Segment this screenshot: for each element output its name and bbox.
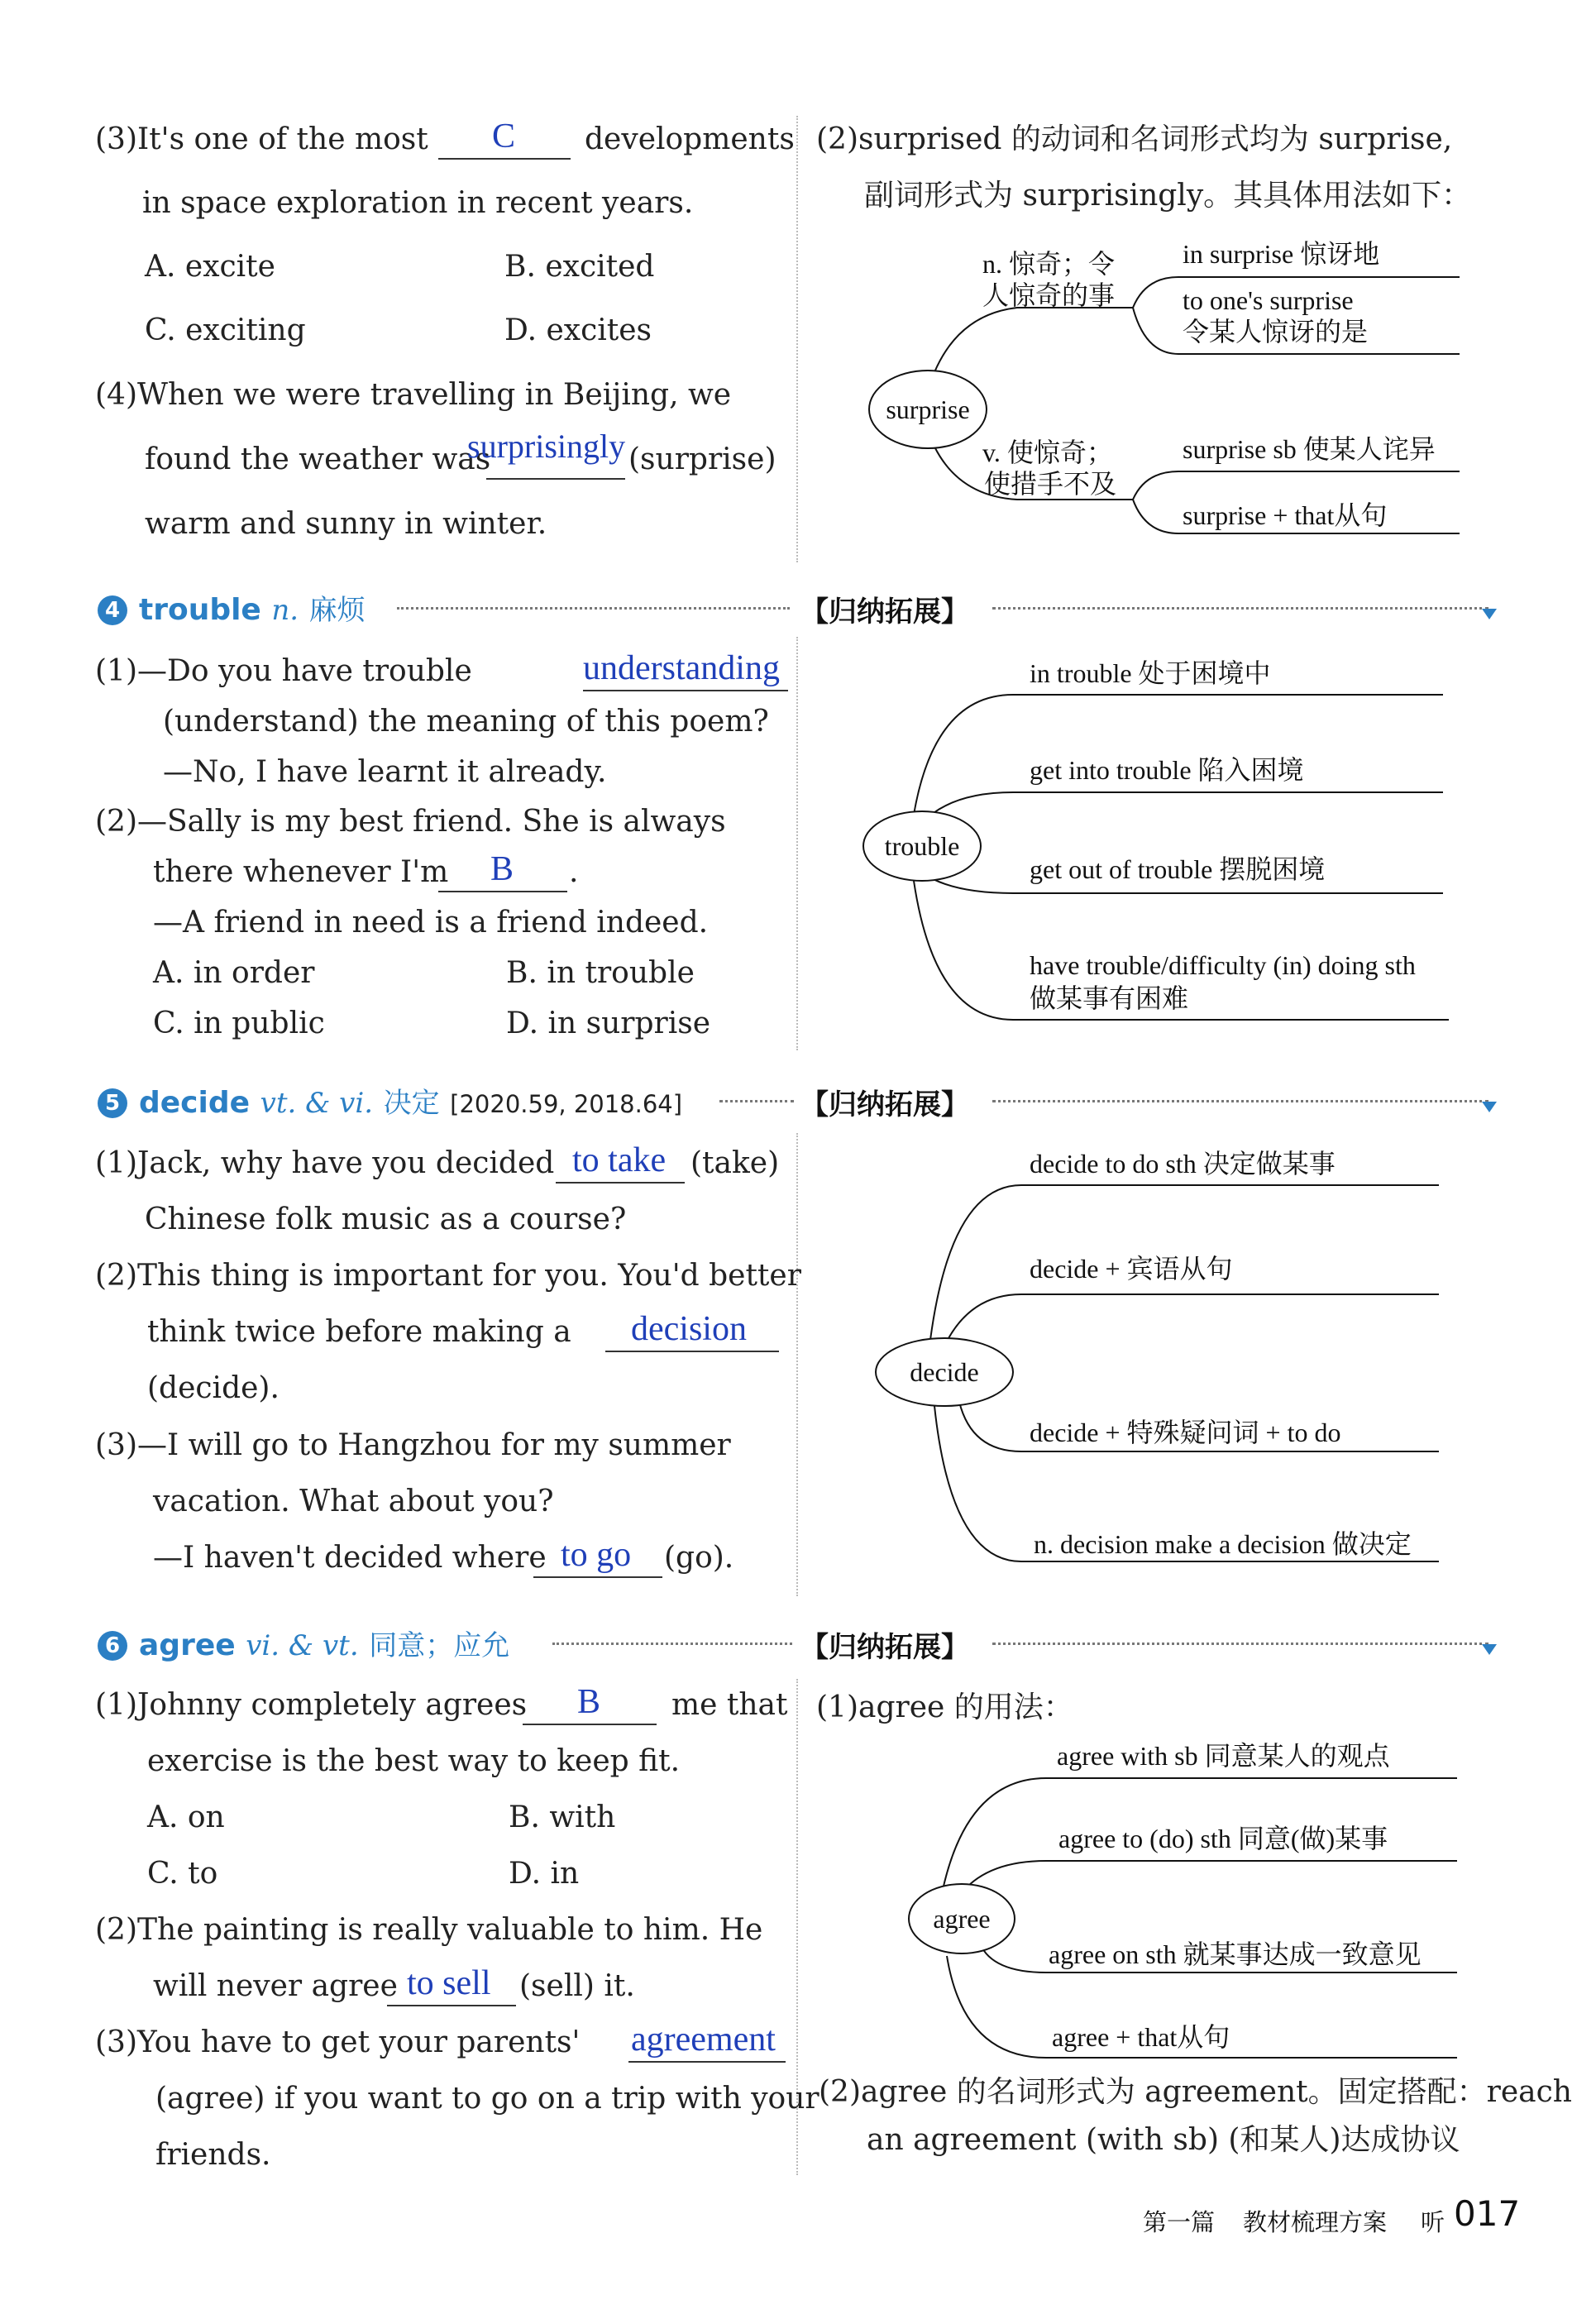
question-4-text: (4)When we were travelling in Beijing, we	[95, 378, 732, 412]
guina-tuozhan-label: 【归纳拓展】	[800, 1088, 969, 1121]
footer-part: 第一篇	[1143, 2208, 1216, 2236]
option-b[interactable]: B. excited	[504, 250, 655, 284]
question-1-text: (take)	[690, 1146, 780, 1180]
question-3-text: vacation. What about you?	[153, 1485, 554, 1518]
question-3-text: (go).	[664, 1541, 734, 1575]
mindmap-branch: 做某事有困难	[1030, 983, 1189, 1013]
mindmap-branch: have trouble/difficulty (in) doing sth	[1030, 950, 1416, 980]
mindmap-branch: to one's surprise	[1183, 285, 1354, 315]
meaning: 麻烦	[308, 594, 366, 627]
answer-text: B	[577, 1683, 601, 1721]
question-3-text: (3)—I will go to Hangzhou for my summer	[95, 1428, 731, 1462]
mindmap-label: 使措手不及	[984, 469, 1117, 499]
exam-reference: [2020.59, 2018.64]	[450, 1090, 683, 1118]
question-2-text: —A friend in need is a friend indeed.	[153, 906, 709, 940]
answer-text: to take	[572, 1141, 667, 1179]
mindmap-branch: surprise + that从句	[1183, 500, 1388, 530]
mindmap-center-agree: agree	[908, 1883, 1015, 1954]
question-3-text: —I haven't decided where	[153, 1541, 547, 1575]
mindmap-center-decide: decide	[875, 1337, 1014, 1407]
question-3-text: (3)It's one of the most	[95, 122, 428, 156]
mindmap-branch: get out of trouble 摆脱困境	[1030, 854, 1326, 884]
question-1-text: (1)Jack, why have you decided	[95, 1146, 555, 1180]
question-2-text: there whenever I'm	[153, 855, 449, 889]
option-d[interactable]: D. in	[509, 1857, 580, 1891]
mindmap-branch: agree with sb 同意某人的观点	[1057, 1741, 1390, 1771]
footer-listen: 听	[1421, 2208, 1445, 2236]
option-a[interactable]: A. in order	[153, 956, 315, 990]
answer-text: B	[490, 850, 514, 888]
mindmap-branch: surprise sb 使某人诧异	[1183, 434, 1436, 464]
mindmap-center-trouble: trouble	[863, 811, 982, 882]
mindmap-branch: agree on sth 就某事达成一致意见	[1049, 1939, 1422, 1969]
section-number: 4	[98, 595, 127, 625]
meaning: 同意；应允	[369, 1629, 510, 1662]
question-1-text: (understand) the meaning of this poem?	[163, 705, 769, 739]
mindmap-label: 人惊奇的事	[982, 280, 1116, 310]
question-3-text: developments	[585, 122, 795, 156]
mindmap-branch: 令某人惊讶的是	[1183, 317, 1369, 347]
part-of-speech: vi. & vt.	[246, 1629, 359, 1662]
mindmap-label: v. 使惊奇；	[982, 438, 1113, 467]
question-1-text: Chinese folk music as a course?	[145, 1203, 627, 1236]
mindmap-branch: decide + 宾语从句	[1030, 1254, 1233, 1284]
option-c[interactable]: C. exciting	[145, 313, 306, 347]
part-of-speech: vt. & vi.	[260, 1087, 374, 1120]
question-2-text: will never agree	[153, 1969, 398, 2003]
option-a[interactable]: A. excite	[145, 250, 275, 284]
mindmap-center-surprise: surprise	[868, 370, 987, 449]
mindmap-branch: in trouble 处于困境中	[1030, 658, 1271, 688]
option-c[interactable]: C. in public	[153, 1007, 325, 1040]
option-d[interactable]: D. excites	[504, 313, 652, 347]
note-text: an agreement (with sb) (和某人)达成协议	[867, 2123, 1460, 2157]
note-text: (1)agree 的用法：	[816, 1690, 1073, 1724]
mindmap-label: n. 惊奇；令	[982, 249, 1116, 279]
note-text: 副词形式为 surprisingly。其具体用法如下：	[864, 179, 1472, 213]
answer-text: agreement	[631, 2020, 776, 2059]
meaning: 决定	[383, 1087, 440, 1120]
mindmap-branch: get into trouble 陷入困境	[1030, 755, 1304, 785]
answer-text: decision	[631, 1310, 747, 1348]
answer-text: surprisingly	[467, 428, 626, 465]
question-2-text: (2)The painting is really valuable to him. He	[95, 1913, 763, 1947]
headword: trouble	[139, 593, 261, 627]
section-number: 5	[98, 1088, 127, 1118]
answer-text: understanding	[583, 649, 780, 687]
mindmap-branch: decide + 特殊疑问词 + to do	[1030, 1418, 1341, 1447]
question-1-text: me that	[671, 1688, 788, 1722]
guina-tuozhan-label: 【归纳拓展】	[800, 1631, 969, 1664]
option-a[interactable]: A. on	[147, 1800, 225, 1834]
question-3-text: (3)You have to get your parents'	[95, 2025, 581, 2059]
question-2-text: (2)This thing is important for you. You'd better	[95, 1259, 801, 1293]
question-2-text: think twice before making a	[147, 1315, 571, 1349]
footer-title: 教材梳理方案	[1243, 2208, 1388, 2236]
headword: agree	[139, 1628, 236, 1662]
question-4-text: (surprise)	[628, 442, 776, 476]
answer-text: C	[492, 117, 516, 155]
part-of-speech: n.	[271, 594, 299, 627]
option-c[interactable]: C. to	[147, 1857, 218, 1891]
mindmap-branch: agree + that从句	[1052, 2022, 1230, 2052]
option-b[interactable]: B. in trouble	[506, 956, 695, 990]
mindmap-branch: in surprise 惊讶地	[1183, 239, 1380, 269]
question-3-text: in space exploration in recent years.	[142, 186, 694, 220]
note-text: (2)agree 的名词形式为 agreement。固定搭配：reach	[819, 2075, 1572, 2109]
question-4-text: warm and sunny in winter.	[145, 507, 547, 541]
question-4-text: found the weather was	[145, 442, 491, 476]
mindmap-branch: decide to do sth 决定做某事	[1030, 1149, 1336, 1179]
question-2-text: .	[569, 855, 579, 889]
answer-text: to sell	[407, 1964, 491, 2002]
mindmap-branch: n. decision make a decision 做决定	[1034, 1529, 1412, 1559]
option-b[interactable]: B. with	[509, 1800, 616, 1834]
mindmap-branch: agree to (do) sth 同意(做)某事	[1058, 1824, 1388, 1853]
answer-text: to go	[561, 1536, 632, 1574]
note-text: (2)surprised 的动词和名词形式均为 surprise,	[816, 122, 1453, 156]
question-2-text: (sell) it.	[519, 1969, 635, 2003]
question-1-text: exercise is the best way to keep fit.	[147, 1744, 681, 1778]
question-2-text: (decide).	[147, 1371, 280, 1405]
section-number: 6	[98, 1631, 127, 1661]
question-1-text: (1)Johnny completely agrees	[95, 1688, 528, 1722]
question-3-text: (agree) if you want to go on a trip with your	[155, 2082, 820, 2116]
guina-tuozhan-label: 【归纳拓展】	[800, 595, 969, 629]
question-3-text: friends.	[155, 2138, 271, 2172]
option-d[interactable]: D. in surprise	[506, 1007, 711, 1040]
headword: decide	[139, 1086, 251, 1120]
question-1-text: —No, I have learnt it already.	[163, 755, 607, 789]
question-1-text: (1)—Do you have trouble	[95, 654, 472, 688]
question-2-text: (2)—Sally is my best friend. She is always	[95, 805, 726, 839]
page-number: 017	[1454, 2193, 1521, 2234]
